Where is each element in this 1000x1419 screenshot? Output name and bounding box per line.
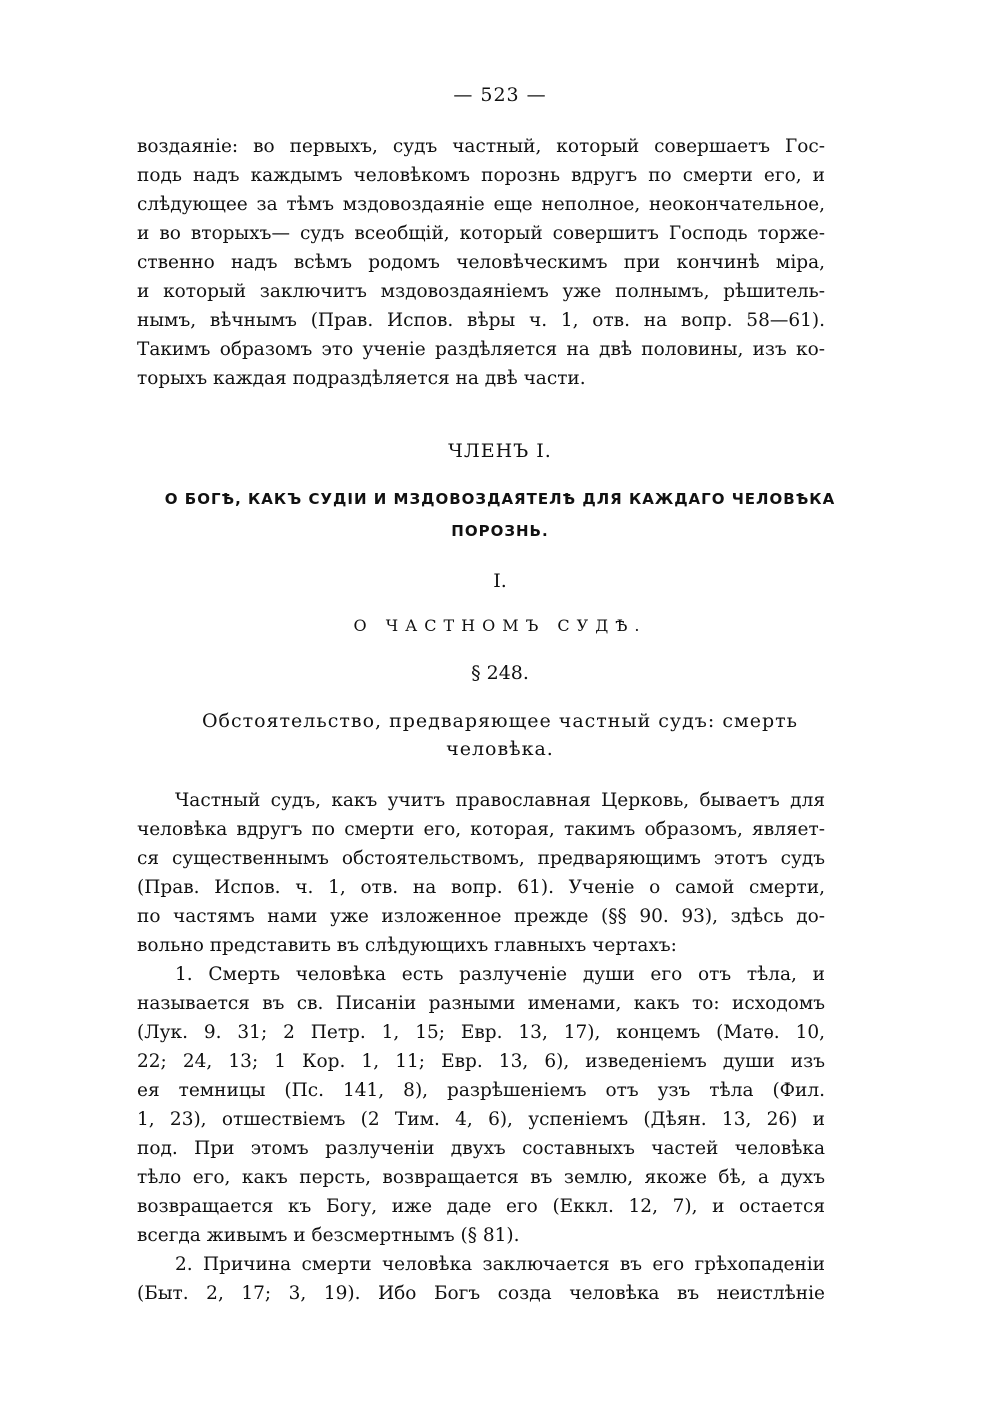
text-line: торыхъ каждая подраздѣляется на двѣ части. [137, 368, 586, 389]
text-line: 1. Смерть человѣка есть разлученіе души его отъ тѣла, и [175, 964, 825, 985]
text-line: нымъ, вѣчнымъ (Прав. Испов. вѣры ч. 1, отв. на вопр. 58—61). [137, 310, 825, 331]
text-line: ея темницы (Пс. 141, 8), разрѣшеніемъ отъ узъ тѣла (Фил. [137, 1080, 825, 1101]
paragraph-mark: § 248. [471, 662, 529, 684]
text-line: всегда живымъ и безсмертнымъ (§ 81). [137, 1225, 520, 1246]
text-line: Такимъ образомъ это ученіе раздѣляется на двѣ половины, изъ ко- [137, 339, 825, 360]
text-line: называется въ св. Писаніи разными именами, какъ то: исходомъ [137, 993, 825, 1014]
roman-numeral: I. [493, 570, 507, 592]
text-line: Частный судъ, какъ учитъ православная Церковь, бываетъ для [175, 790, 825, 811]
text-line: слѣдующее за тѣмъ мздовоздаяніе еще неполное, неокончательное, [137, 194, 825, 215]
section-title: О ЧАСТНОМЪ СУДѢ. [353, 616, 647, 635]
text-line: (Прав. Испов. ч. 1, отв. на вопр. 61). Ученіе о самой смерти, [137, 877, 825, 898]
text-line: под. При этомъ разлученіи двухъ составныхъ частей человѣка [137, 1138, 825, 1159]
text-line: 22; 24, 13; 1 Кор. 1, 11; Евр. 13, 6), изведеніемъ души изъ [137, 1051, 825, 1072]
paragraph-body [137, 786, 825, 1308]
text-line: и который заключитъ мздовоздаяніемъ уже полнымъ, рѣшитель- [137, 281, 825, 302]
member-subtitle-line-2: ПОРОЗНЬ. [451, 522, 549, 540]
text-line: (Быт. 2, 17; 3, 19). Ибо Богъ созда человѣка въ неистлѣніе [137, 1283, 825, 1304]
paragraph-intro [137, 132, 825, 393]
text-line: тѣло его, какъ персть, возвращается въ землю, якоже бѣ, а духъ [137, 1167, 825, 1188]
page-number: — 523 — [453, 84, 547, 106]
text-line: подь надъ каждымъ человѣкомъ порознь вдругъ по смерти его, и [137, 165, 825, 186]
text-line: возвращается къ Богу, иже даде его (Еккл. 12, 7), и остается [137, 1196, 825, 1217]
member-title: ЧЛЕНЪ I. [448, 440, 552, 462]
section-heading-line-1: Обстоятельство, предваряющее частный судъ: смерть [201, 710, 799, 732]
text-line: (Лук. 9. 31; 2 Петр. 1, 15; Евр. 13, 17), концемъ (Матѳ. 10, [137, 1022, 825, 1043]
text-line: воздаяніе: во первыхъ, судъ частный, который совершаетъ Гос- [137, 136, 825, 157]
text-line: ственно надъ всѣмъ родомъ человѣческимъ при кончинѣ міра, [137, 252, 825, 273]
text-line: и во вторыхъ— судъ всеобщій, который совершитъ Господь торже- [137, 223, 825, 244]
text-line: 1, 23), отшествіемъ (2 Тим. 4, 6), успеніемъ (Дѣян. 13, 26) и [137, 1109, 825, 1130]
member-subtitle-line-1: О БОГѢ, КАКЪ СУДІИ И МЗДОВОЗДАЯТЕЛѢ ДЛЯ КАЖДАГО ЧЕЛОВѢКА [164, 490, 836, 508]
text-line: 2. Причина смерти человѣка заключается въ его грѣхопаденіи [175, 1254, 825, 1275]
text-line: по частямъ нами уже изложенное прежде (§§ 90. 93), здѣсь до- [137, 906, 825, 927]
section-heading-line-2: человѣка. [446, 738, 554, 760]
text-line: вольно представить въ слѣдующихъ главныхъ чертахъ: [137, 935, 677, 956]
text-line: человѣка вдругъ по смерти его, которая, такимъ образомъ, являет- [137, 819, 825, 840]
text-line: ся существеннымъ обстоятельствомъ, предваряющимъ этотъ судъ [137, 848, 825, 869]
